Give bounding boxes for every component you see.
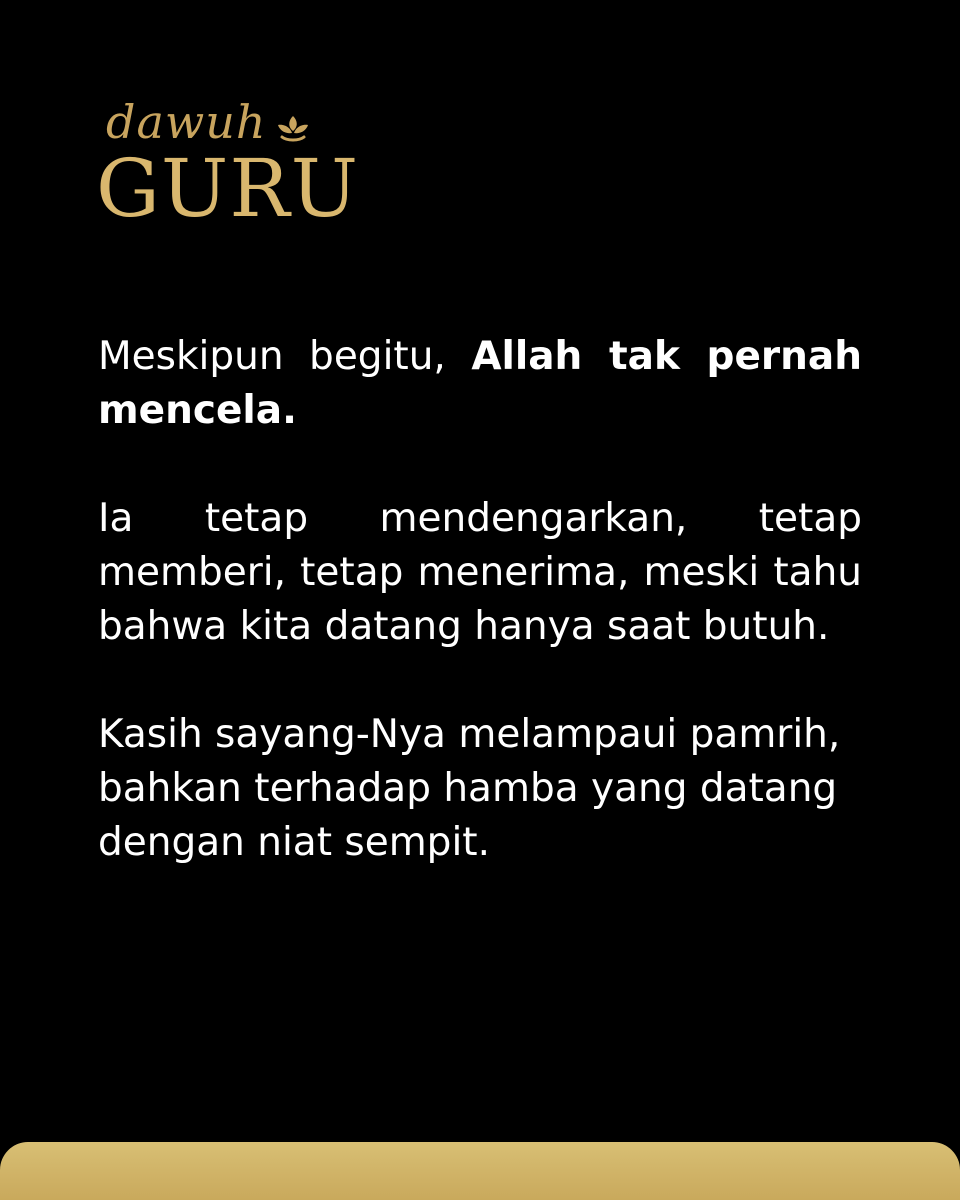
paragraph-1 bbox=[98, 330, 862, 438]
logo-script-text: dawuh bbox=[106, 95, 267, 149]
paragraph-1-bold: Allah tak pernah mencela. bbox=[98, 334, 862, 433]
quote-content bbox=[98, 330, 862, 870]
paragraph-3: Kasih sayang-Nya melampaui pamrih, bahkan terhadap hamba yang datang dengan niat sempit. bbox=[98, 712, 841, 865]
brand-logo bbox=[96, 92, 359, 235]
paragraph-2: Ia tetap mendengarkan, tetap memberi, tetap menerima, meski tahu bahwa kita datang hanya saat butuh. bbox=[98, 496, 862, 649]
bottom-gold-bar bbox=[0, 1142, 960, 1200]
paragraph-1-normal: Meskipun begitu, bbox=[98, 334, 446, 379]
logo-main-text: GURU bbox=[96, 142, 359, 235]
